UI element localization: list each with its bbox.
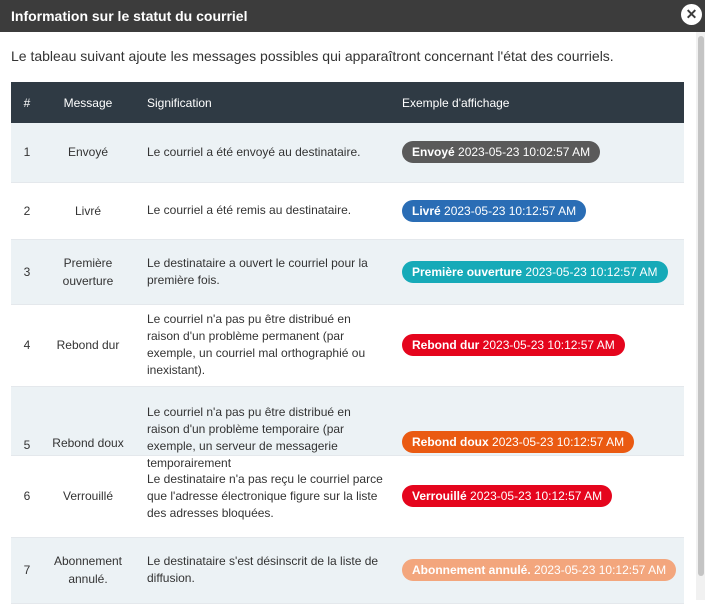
status-badge — [402, 485, 612, 507]
status-badge — [402, 559, 676, 581]
status-badge — [402, 200, 586, 222]
row-num: 3 — [23, 264, 31, 279]
header-num: # — [23, 95, 31, 110]
row-num: 6 — [23, 489, 31, 503]
table-row — [11, 123, 684, 182]
row-num: 5 — [23, 437, 31, 452]
row-meaning: Le destinataire a ouvert le courriel pour la première fois. — [147, 255, 368, 287]
table-header-row — [11, 82, 684, 123]
dialog-title: Information sur le statut du courriel — [11, 8, 248, 24]
header-message: Message — [63, 95, 113, 110]
table-row — [11, 182, 684, 239]
dialog-titlebar — [0, 0, 705, 32]
header-example: Exemple d'affichage — [402, 95, 510, 110]
status-badge — [402, 431, 634, 453]
badge-time: 2023-05-23 10:12:57 AM — [444, 203, 577, 218]
table-row — [11, 239, 684, 304]
badge-label: Rebond doux — [412, 434, 489, 449]
status-badge — [402, 261, 668, 283]
row-message: Rebond dur — [56, 338, 120, 352]
row-message: Envoyé — [67, 145, 109, 160]
row-message: Abonnement annulé. — [53, 554, 123, 586]
row-num: 4 — [23, 338, 31, 352]
badge-label: Envoyé — [412, 145, 455, 160]
badge-label: Abonnement annulé. — [412, 563, 531, 577]
status-badge — [402, 141, 600, 163]
table-row — [11, 304, 684, 386]
badge-time: 2023-05-23 10:12:57 AM — [470, 489, 603, 503]
badge-time: 2023-05-23 10:02:57 AM — [458, 145, 591, 160]
row-num: 7 — [23, 563, 31, 577]
row-meaning: Le courriel a été remis au destinataire. — [147, 203, 352, 217]
badge-time: 2023-05-23 10:12:57 AM — [534, 563, 667, 577]
row-num: 1 — [23, 145, 31, 160]
table-row — [11, 455, 684, 537]
status-badge — [402, 334, 625, 356]
header-meaning: Signification — [147, 95, 212, 110]
scrollbar-thumb[interactable] — [698, 36, 704, 576]
row-meaning: Le courriel n'a pas pu être distribué en raison d'un problème temporaire (par exemple, un serveur de messagerie temporairement — [147, 404, 351, 470]
badge-label: Verrouillé — [412, 489, 467, 503]
row-meaning: Le destinataire s'est désinscrit de la liste de diffusion. — [147, 554, 379, 585]
badge-time: 2023-05-23 10:12:57 AM — [525, 264, 658, 279]
badge-label: Livré — [412, 203, 441, 218]
row-num: 2 — [23, 203, 31, 218]
intro-text: Le tableau suivant ajoute les messages possibles qui apparaîtront concernant l'état des courriels. — [11, 48, 614, 64]
close-icon[interactable]: ✕ — [681, 4, 702, 25]
table-row — [11, 537, 684, 603]
table-row — [11, 386, 684, 455]
row-meaning: Le destinataire n'a pas reçu le courriel parce que l'adresse électronique figure sur la liste des adresses bloquées. — [147, 471, 383, 520]
status-table — [11, 82, 684, 604]
row-message: Livré — [74, 203, 101, 218]
row-meaning: Le courriel n'a pas pu être distribué en raison d'un problème permanent (par exemple, un courriel mal orthographié ou inexistant). — [147, 312, 366, 377]
row-message: Rebond doux — [52, 435, 124, 450]
row-meaning: Le courriel a été envoyé au destinataire. — [147, 144, 361, 159]
badge-time: 2023-05-23 10:12:57 AM — [482, 338, 615, 352]
row-message: Première ouverture — [62, 255, 114, 288]
badge-time: 2023-05-23 10:12:57 AM — [492, 434, 625, 449]
row-message: Verrouillé — [62, 489, 114, 503]
badge-label: Première ouverture — [412, 264, 523, 279]
badge-label: Rebond dur — [412, 338, 480, 352]
